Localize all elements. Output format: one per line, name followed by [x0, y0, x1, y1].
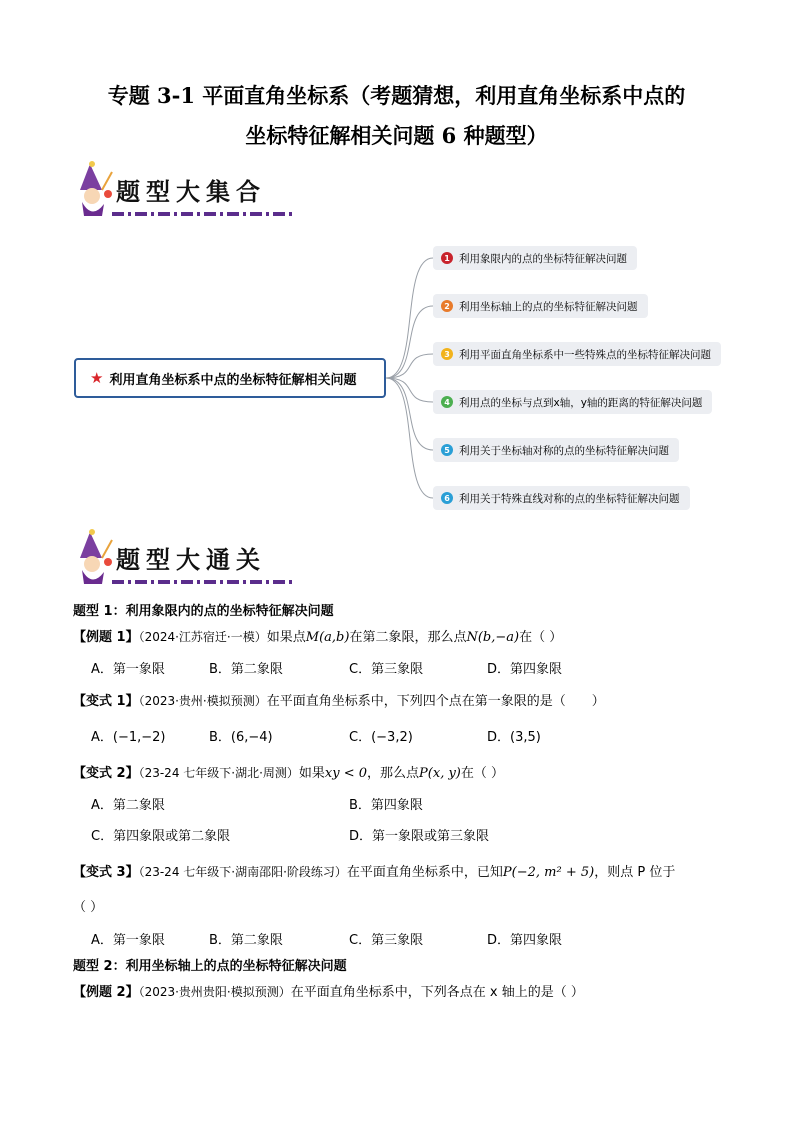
question-tag: 【变式 2】 [73, 766, 139, 781]
question-source: （2023·贵州贵阳·模拟预测） [138, 985, 291, 999]
branch-label: 利用坐标轴上的点的坐标特征解决问题 [459, 300, 638, 313]
option-a: A．第二象限 [91, 798, 165, 813]
section-heading-2: 题型 2：利用坐标轴上的点的坐标特征解决问题 [73, 959, 347, 974]
option-a: A．第一象限 [91, 933, 165, 948]
math-expression: M(a,b) [305, 630, 350, 645]
question-text: 在平面直角坐标系中，下列各点在 x 轴上的是（ ） [290, 985, 584, 1000]
question-text: 如果 [298, 766, 325, 781]
branch-label: 利用象限内的点的坐标特征解决问题 [459, 252, 627, 265]
banner-dash-line [112, 580, 292, 584]
wizard-icon [72, 528, 120, 588]
section-heading-1: 题型 1：利用象限内的点的坐标特征解决问题 [73, 604, 334, 619]
math-expression: N(b,−a) [466, 630, 520, 645]
option-c: C．第四象限或第二象限 [91, 829, 231, 844]
number-badge-icon: 6 [441, 492, 453, 504]
question-text: 如果点 [266, 630, 306, 645]
mindmap-connectors [0, 0, 793, 560]
question-source: （2023·贵州·模拟预测） [138, 694, 267, 708]
mindmap-branch-1 [433, 246, 637, 270]
option-a: A．(−1,−2) [91, 730, 166, 745]
banner-pass [72, 528, 297, 590]
question-variant-3-blank: （ ） [73, 900, 104, 915]
mindmap-branch-2 [433, 294, 648, 318]
option-c: C．(−3,2) [349, 730, 413, 745]
question-tag: 【变式 1】 [73, 694, 139, 709]
banner-pass-text: 题型大通关 [116, 545, 266, 574]
question-text: ，那么点 [367, 766, 420, 781]
mindmap-branch-5 [433, 438, 679, 462]
mindmap-branch-6 [433, 486, 690, 510]
mindmap-branch-3 [433, 342, 721, 366]
math-expression: xy < 0 [324, 766, 368, 781]
question-variant-2 [73, 762, 504, 781]
question-tag: 【变式 3】 [73, 865, 139, 880]
question-tag: 【例题 2】 [73, 985, 139, 1000]
number-badge-icon: 5 [441, 444, 453, 456]
option-b: B．第二象限 [209, 662, 283, 677]
option-d: D．第四象限 [487, 662, 563, 677]
option-b: B．第二象限 [209, 933, 283, 948]
question-text: 在平面直角坐标系中，已知 [346, 865, 503, 880]
option-d: D．(3,5) [487, 730, 541, 745]
math-expression: P(x, y) [419, 766, 461, 781]
branch-label: 利用关于坐标轴对称的点的坐标特征解决问题 [459, 444, 669, 457]
question-text: ，则点 P 位于 [594, 865, 676, 880]
question-variant-3 [73, 861, 675, 880]
question-variant-1 [73, 690, 605, 709]
question-text: 在平面直角坐标系中，下列四个点在第一象限的是（ ） [266, 694, 605, 709]
question-tag: 【例题 1】 [73, 630, 139, 645]
option-c: C．第三象限 [349, 933, 424, 948]
question-example-2 [73, 981, 584, 1000]
number-badge-icon: 2 [441, 300, 453, 312]
page-title-line1: 专题 3-1 平面直角坐标系（考题猜想，利用直角坐标系中点的 [107, 83, 686, 108]
mindmap-center-node [74, 358, 386, 398]
branch-label: 利用点的坐标与点到x轴，y轴的距离的特征解决问题 [459, 396, 703, 409]
math-expression: P(−2, m² + 5) [502, 865, 595, 880]
star-icon: ★ [90, 369, 104, 387]
question-text: 在第二象限，那么点 [349, 630, 467, 645]
mindmap-branch-4 [433, 390, 712, 414]
number-badge-icon: 4 [441, 396, 453, 408]
option-c: C．第三象限 [349, 662, 424, 677]
banner-collection-text: 题型大集合 [116, 177, 266, 206]
branch-label: 利用关于特殊直线对称的点的坐标特征解决问题 [459, 492, 680, 505]
option-b: B．第四象限 [349, 798, 423, 813]
option-d: D．第一象限或第三象限 [349, 829, 490, 844]
question-source: （2024·江苏宿迁·一模） [138, 630, 267, 644]
option-d: D．第四象限 [487, 933, 563, 948]
question-text: 在（ ） [460, 766, 505, 781]
number-badge-icon: 3 [441, 348, 453, 360]
question-example-1 [73, 626, 562, 645]
mindmap-center-label: 利用直角坐标系中点的坐标特征解相关问题 [109, 372, 357, 388]
number-badge-icon: 1 [441, 252, 453, 264]
branch-label: 利用平面直角坐标系中一些特殊点的坐标特征解决问题 [459, 348, 711, 361]
option-a: A．第一象限 [91, 662, 165, 677]
option-b: B．(6,−4) [209, 730, 273, 745]
question-text: 在（ ） [519, 630, 563, 645]
page-title-line2: 坐标特征解相关问题 6 种题型） [245, 123, 548, 148]
question-source: （23-24 七年级下·湖北·周测） [138, 766, 299, 780]
question-source: （23-24 七年级下·湖南邵阳·阶段练习） [138, 865, 347, 879]
